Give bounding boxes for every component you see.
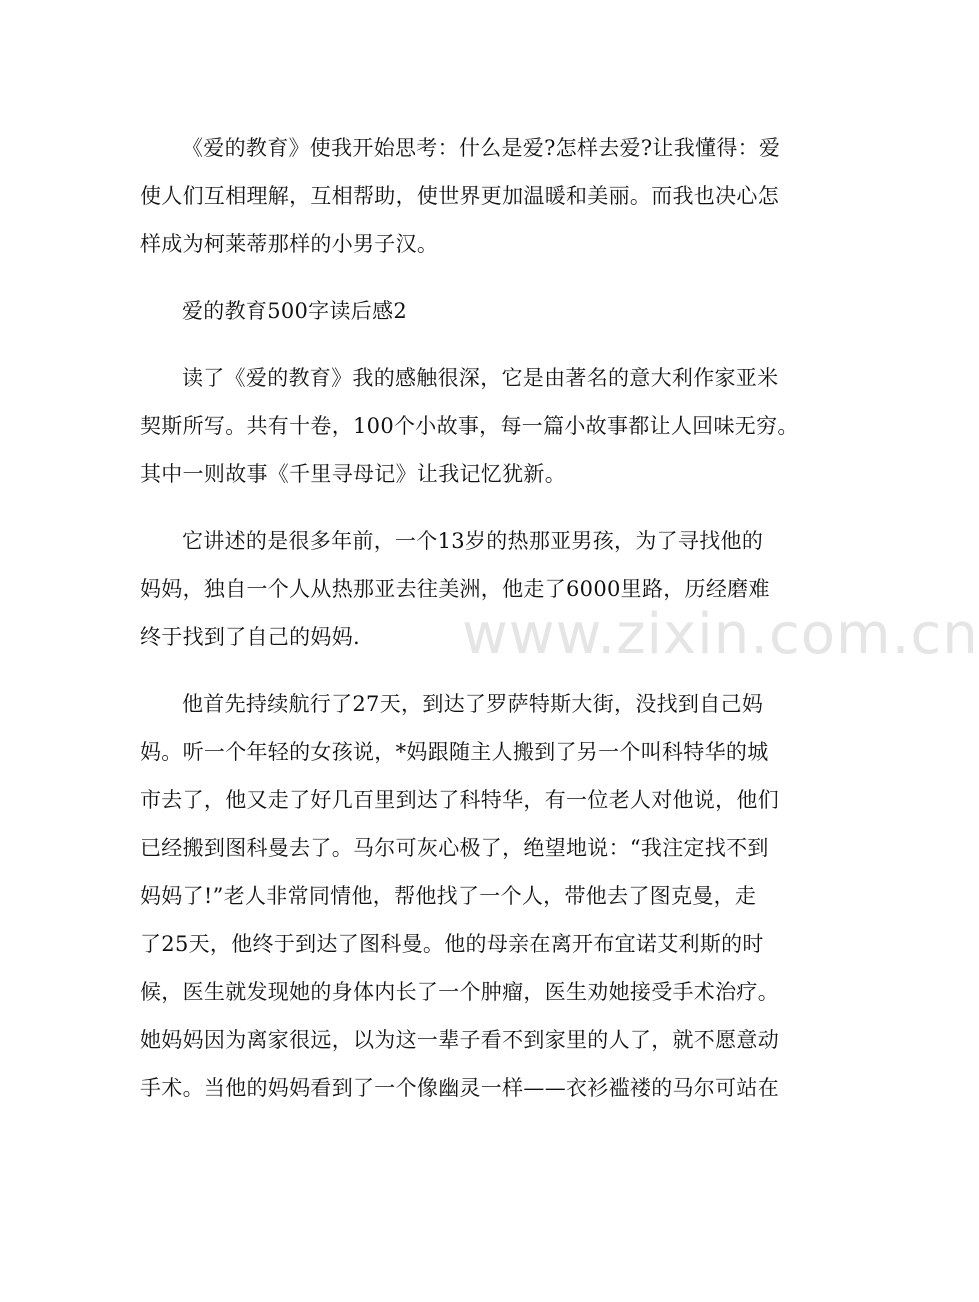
text-line: 它讲述的是很多年前，一个13岁的热那亚男孩，为了寻找他的 [182, 529, 764, 553]
document-page [140, 124, 799, 1131]
text-line: 契斯所写。共有十卷，100个小故事，每一篇小故事都让人回味无穷。 [140, 414, 799, 438]
paragraph-1 [140, 124, 782, 268]
text-line: 手术。当他的妈妈看到了一个像幽灵一样——衣衫褴褛的马尔可站在 [140, 1076, 779, 1100]
text-line: 市去了，他又走了好几百里到达了科特华，有一位老人对他说，他们 [140, 788, 779, 812]
text-line: 她妈妈因为离家很远，以为这一辈子看不到家里的人了，就不愿意动 [140, 1028, 779, 1052]
text-line: 读了《爱的教育》我的感触很深，它是由著名的意大利作家亚米 [182, 366, 779, 390]
text-line: 了25天，他终于到达了图科曼。他的母亲在离开布宜诺艾利斯的时 [140, 932, 764, 956]
paragraph-4 [140, 680, 782, 1112]
text-line: 妈妈了!”老人非常同情他，帮他找了一个人，带他去了图克曼，走 [140, 884, 757, 908]
text-line: 其中一则故事《千里寻母记》让我记忆犹新。 [140, 462, 566, 486]
text-line: 妈妈，独自一个人从热那亚去往美洲，他走了6000里路，历经磨难 [140, 577, 770, 601]
text-line: 妈。听一个年轻的女孩说，*妈跟随主人搬到了另一个叫科特华的城 [140, 740, 769, 764]
text-line: 样成为柯莱蒂那样的小男子汉。 [140, 232, 439, 256]
text-line: 已经搬到图科曼去了。马尔可灰心极了，绝望地说：“我注定找不到 [140, 836, 769, 860]
paragraph-3 [140, 517, 782, 661]
section-heading: 爱的教育500字读后感2 [182, 299, 408, 323]
text-line: 他首先持续航行了27天，到达了罗萨特斯大街，没找到自己妈 [182, 692, 764, 716]
paragraph-2 [140, 354, 799, 498]
text-line: 《爱的教育》使我开始思考：什么是爱?怎样去爱?让我懂得：爱 [182, 136, 781, 160]
text-line: 使人们互相理解，互相帮助，使世界更加温暖和美丽。而我也决心怎 [140, 184, 779, 208]
watermark: www.zixin.com.cn [462, 602, 979, 667]
text-line: 终于找到了自己的妈妈. [140, 625, 360, 649]
text-line: 候，医生就发现她的身体内长了一个肿瘤，医生劝她接受手术治疗。 [140, 980, 779, 1004]
